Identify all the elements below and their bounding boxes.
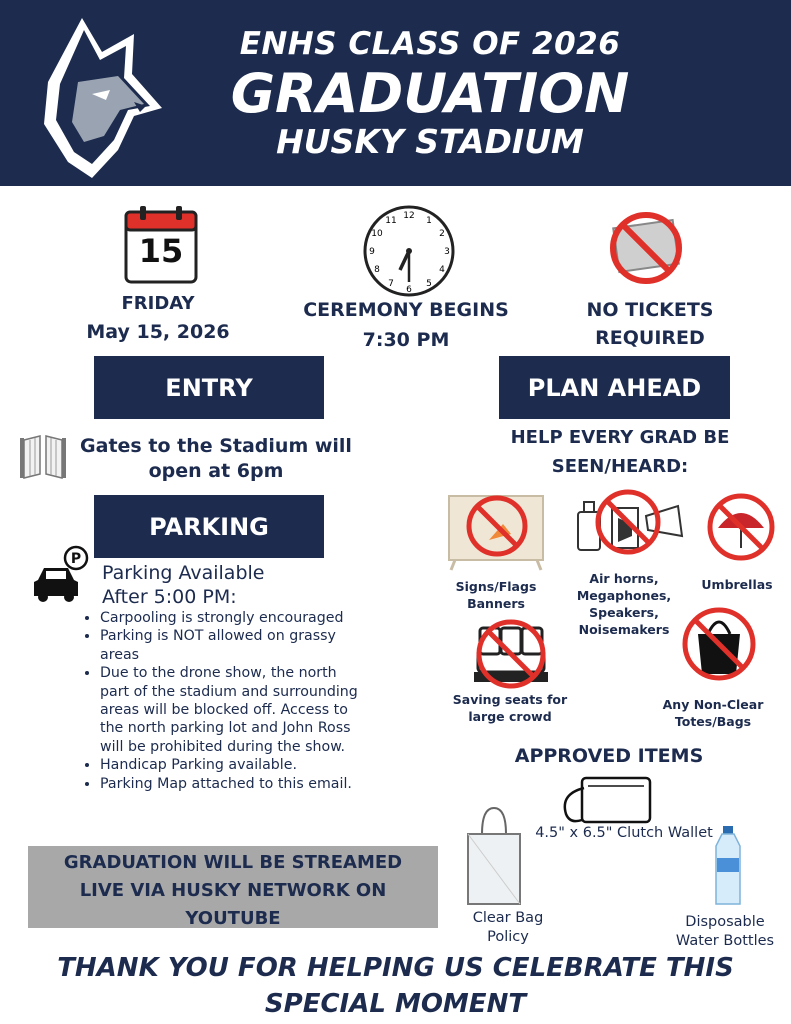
clear-bag-icon [462,804,526,908]
event-date: May 15, 2026 [86,321,230,343]
air-label-1: Air horns, [589,571,659,586]
parking-subtitle-2: After 5:00 PM: [102,586,237,608]
stream-line-3: YOUTUBE [185,908,281,929]
air-label-2: Megaphones, [576,588,672,603]
no-umbrella-icon [706,492,776,562]
seats-label-1: Saving seats for [452,692,568,707]
clutch-wallet-icon [558,774,654,828]
totes-label-1: Any Non-Clear [662,697,764,712]
plan-sub-1: HELP EVERY GRAD BE [510,427,730,448]
signs-label-1: Signs/Flags [455,579,537,594]
no-tote-bag-icon [680,604,758,682]
header-class: ENHS CLASS OF 2026 [239,26,621,62]
svg-text:2: 2 [439,229,445,239]
tickets-label-1: NO TICKETS [586,299,714,321]
svg-text:11: 11 [385,216,397,226]
header-title: GRADUATION [230,62,630,125]
svg-text:3: 3 [444,247,450,257]
no-ticket-icon [604,210,688,286]
svg-text:8: 8 [374,265,380,275]
svg-text:1: 1 [426,216,432,226]
list-item: • Due to the drone show, the north part of the stadium and surrounding areas will be blocked off. Access to the north parking lot and John Ross will be prohibited during the show. [100,664,362,756]
thank-you-message [0,950,791,1022]
no-signs-icon [443,490,549,572]
svg-text:P: P [70,551,82,567]
thanks-line-1: THANK YOU FOR HELPING US CELEBRATE THIS [57,953,734,983]
plan-sub-2: SEEN/HEARD: [551,456,689,477]
gates-line-1: Gates to the Stadium will [80,435,352,457]
stream-notice [28,846,438,928]
svg-text:5: 5 [426,279,432,289]
svg-text:7: 7 [388,279,394,289]
svg-text:6: 6 [406,285,412,295]
parking-heading: PARKING [94,495,324,558]
no-saving-seats-icon [470,616,552,690]
thanks-line-2: SPECIAL MOMENT [264,989,527,1019]
water-bottle-icon [712,824,744,908]
clock-icon [362,204,456,298]
svg-text:10: 10 [371,229,383,239]
stream-line-1: GRADUATION WILL BE STREAMED [63,852,403,873]
parking-list [82,609,362,793]
svg-text:9: 9 [369,247,375,257]
parking-subtitle-1: Parking Available [102,562,265,584]
event-day: FRIDAY [121,293,195,314]
air-label-4: Noisemakers [578,622,670,637]
seats-label-2: large crowd [468,709,552,724]
list-item: • Handicap Parking available. [100,756,362,774]
ceremony-label: CEREMONY BEGINS [303,299,509,321]
husky-logo [22,12,172,184]
plan-ahead-heading: PLAN AHEAD [499,356,730,419]
clear-bag-label-2: Policy [487,929,529,945]
car-parking-icon [30,544,92,604]
gate-icon [18,432,68,480]
clutch-label: 4.5" x 6.5" Clutch Wallet [535,825,713,841]
gates-line-2: open at 6pm [148,460,284,482]
entry-heading: ENTRY [94,356,324,419]
list-item: • Carpooling is strongly encouraged [100,609,362,627]
svg-text:12: 12 [403,211,415,221]
totes-label-2: Totes/Bags [674,714,752,729]
list-item: • Parking Map attached to this email. [100,775,362,793]
air-label-3: Speakers, [589,605,659,620]
ceremony-time: 7:30 PM [362,329,450,351]
approved-heading: APPROVED ITEMS [514,745,704,767]
umbrella-label: Umbrellas [701,577,773,592]
water-label-1: Disposable [685,914,765,930]
water-label-2: Water Bottles [675,933,775,949]
stream-line-2: LIVE VIA HUSKY NETWORK ON [79,880,387,901]
signs-label-2: Banners [467,596,525,611]
tickets-label-2: REQUIRED [595,327,705,349]
calendar-number: 15 [138,232,184,270]
svg-text:4: 4 [439,265,445,275]
header-venue: HUSKY STADIUM [276,122,584,161]
no-noisemakers-icon [572,488,692,558]
list-item: • Parking is NOT allowed on grassy areas [100,627,362,664]
clear-bag-label-1: Clear Bag [472,910,544,926]
